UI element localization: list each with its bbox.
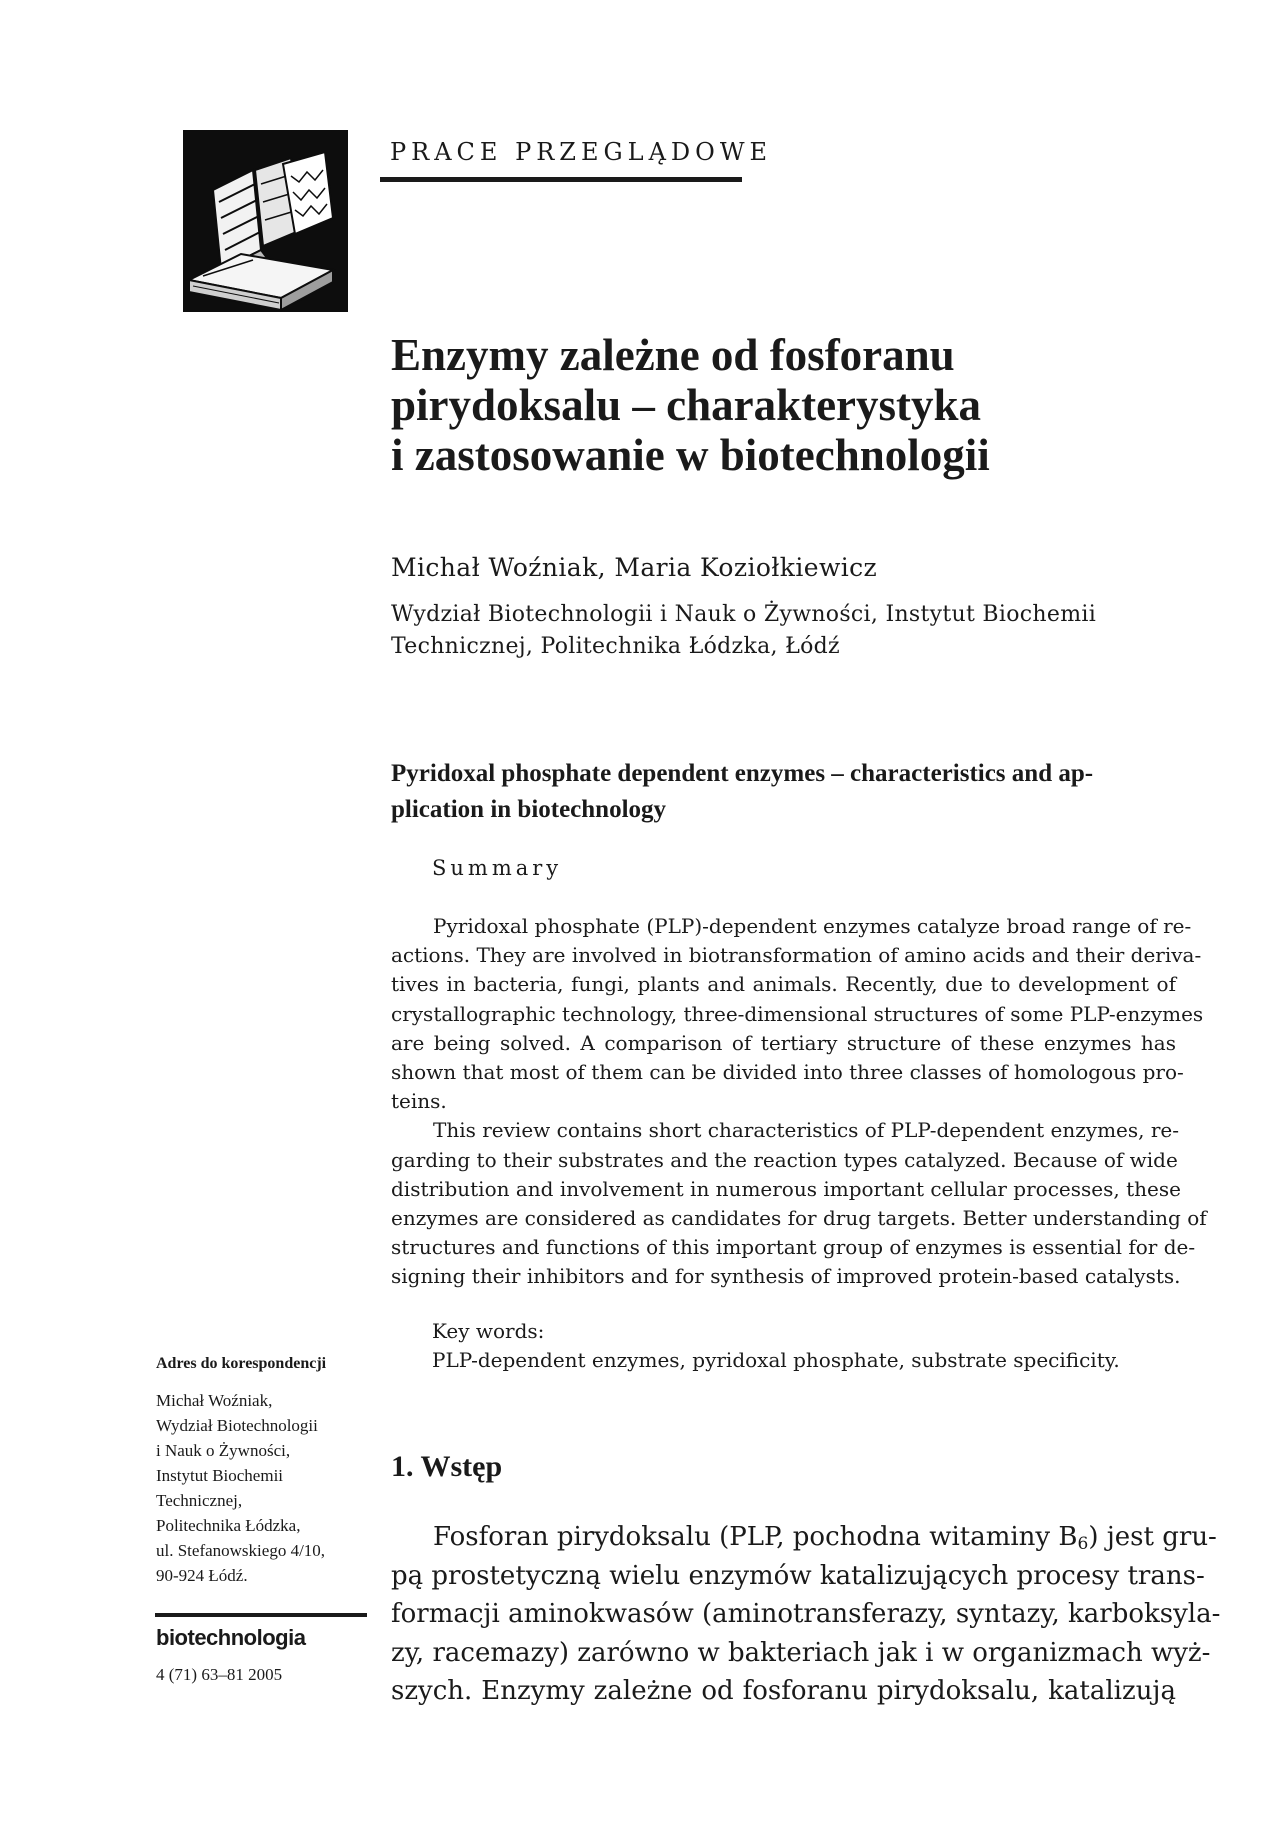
body-line: pą prostetyczną wielu enzymów katalizujących procesy trans- <box>391 1560 1205 1591</box>
abstract-line: crystallographic technology, three-dimensional structures of some PLP-enzymes <box>391 1001 1204 1026</box>
abstract <box>391 912 1207 1292</box>
address-line: 90-924 Łódź. <box>156 1566 248 1585</box>
section-rule <box>380 177 742 182</box>
address-line: i Nauk o Żywności, <box>156 1441 291 1460</box>
section-heading: 1. Wstęp <box>391 1450 503 1483</box>
correspondence-heading: Adres do korespondencji <box>156 1355 327 1372</box>
affiliation-line: Technicznej, Politechnika Łódzka, Łódź <box>391 634 840 659</box>
section-label: PRACE PRZEGLĄDOWE <box>390 138 773 166</box>
affiliation <box>391 599 1211 663</box>
abstract-line: teins. <box>391 1089 447 1114</box>
abstract-line: garding to their substrates and the reaction types catalyzed. Because of wide <box>391 1147 1178 1172</box>
authors: Michał Woźniak, Maria Koziołkiewicz <box>391 553 878 582</box>
address-line: Michał Woźniak, <box>156 1391 273 1410</box>
address-line: Instytut Biochemii <box>156 1466 284 1485</box>
title-line: i zastosowanie w biotechnologii <box>391 430 990 480</box>
address-line: ul. Stefanowskiego 4/10, <box>156 1541 326 1560</box>
address-line: Technicznej, <box>156 1491 243 1510</box>
english-title-line: Pyridoxal phosphate dependent enzymes – characteristics and ap- <box>391 760 1094 787</box>
subscript: 6 <box>1077 1534 1089 1554</box>
abstract-line: tives in bacteria, fungi, plants and animals. Recently, due to development of <box>391 972 1176 997</box>
journal-reference: 4 (71) 63–81 2005 <box>156 1665 283 1684</box>
abstract-line: distribution and involvement in numerous important cellular processes, these <box>391 1176 1181 1201</box>
body-line: szych. Enzymy zależne od fosforanu pirydoksalu, katalizują <box>391 1676 1176 1706</box>
body-line-part: ) jest gru- <box>1088 1522 1217 1552</box>
books-icon <box>183 130 348 312</box>
body-line-part: Fosforan pirydoksalu (PLP, pochodna witaminy B <box>433 1522 1078 1552</box>
abstract-line: Pyridoxal phosphate (PLP)-dependent enzymes catalyze broad range of re- <box>433 914 1192 938</box>
abstract-line: are being solved. A comparison of tertiary structure of these enzymes has <box>391 1030 1176 1055</box>
abstract-line: shown that most of them can be divided into three classes of homologous pro- <box>391 1060 1184 1085</box>
correspondence-address <box>156 1388 366 1588</box>
address-line: Politechnika Łódzka, <box>156 1516 301 1535</box>
keywords: PLP-dependent enzymes, pyridoxal phosphate, substrate specificity. <box>432 1348 1120 1372</box>
keywords-label: Key words: <box>432 1319 545 1343</box>
body-line: formacji aminokwasów (aminotransferazy, syntazy, karboksyla- <box>391 1599 1221 1629</box>
title-line: Enzymy zależne od fosforanu <box>391 330 955 380</box>
section-body <box>391 1518 1221 1711</box>
affiliation-line: Wydział Biotechnologii i Nauk o Żywności, Instytut Biochemii <box>391 602 1097 627</box>
abstract-line: This review contains short characteristics of PLP-dependent enzymes, re- <box>433 1118 1180 1143</box>
english-title <box>391 756 1176 828</box>
journal-name: biotechnologia <box>156 1625 306 1650</box>
abstract-line: signing their inhibitors and for synthesis of improved protein-based catalysts. <box>391 1264 1181 1289</box>
article-title <box>391 330 1211 480</box>
body-line <box>391 1518 1217 1557</box>
abstract-line: actions. They are involved in biotransformation of amino acids and their deriva- <box>391 943 1202 968</box>
summary-heading: Summary <box>432 856 563 880</box>
abstract-line: structures and functions of this important group of enzymes is essential for de- <box>391 1235 1196 1260</box>
address-line: Wydział Biotechnologii <box>156 1416 318 1435</box>
body-line: zy, racemazy) zarówno w bakteriach jak i w organizmach wyż- <box>391 1637 1211 1668</box>
sidebar-rule <box>155 1613 367 1617</box>
english-title-line: plication in biotechnology <box>391 796 667 823</box>
title-line: pirydoksalu – charakterystyka <box>391 380 982 430</box>
abstract-line: enzymes are considered as candidates for drug targets. Better understanding of <box>391 1206 1207 1231</box>
